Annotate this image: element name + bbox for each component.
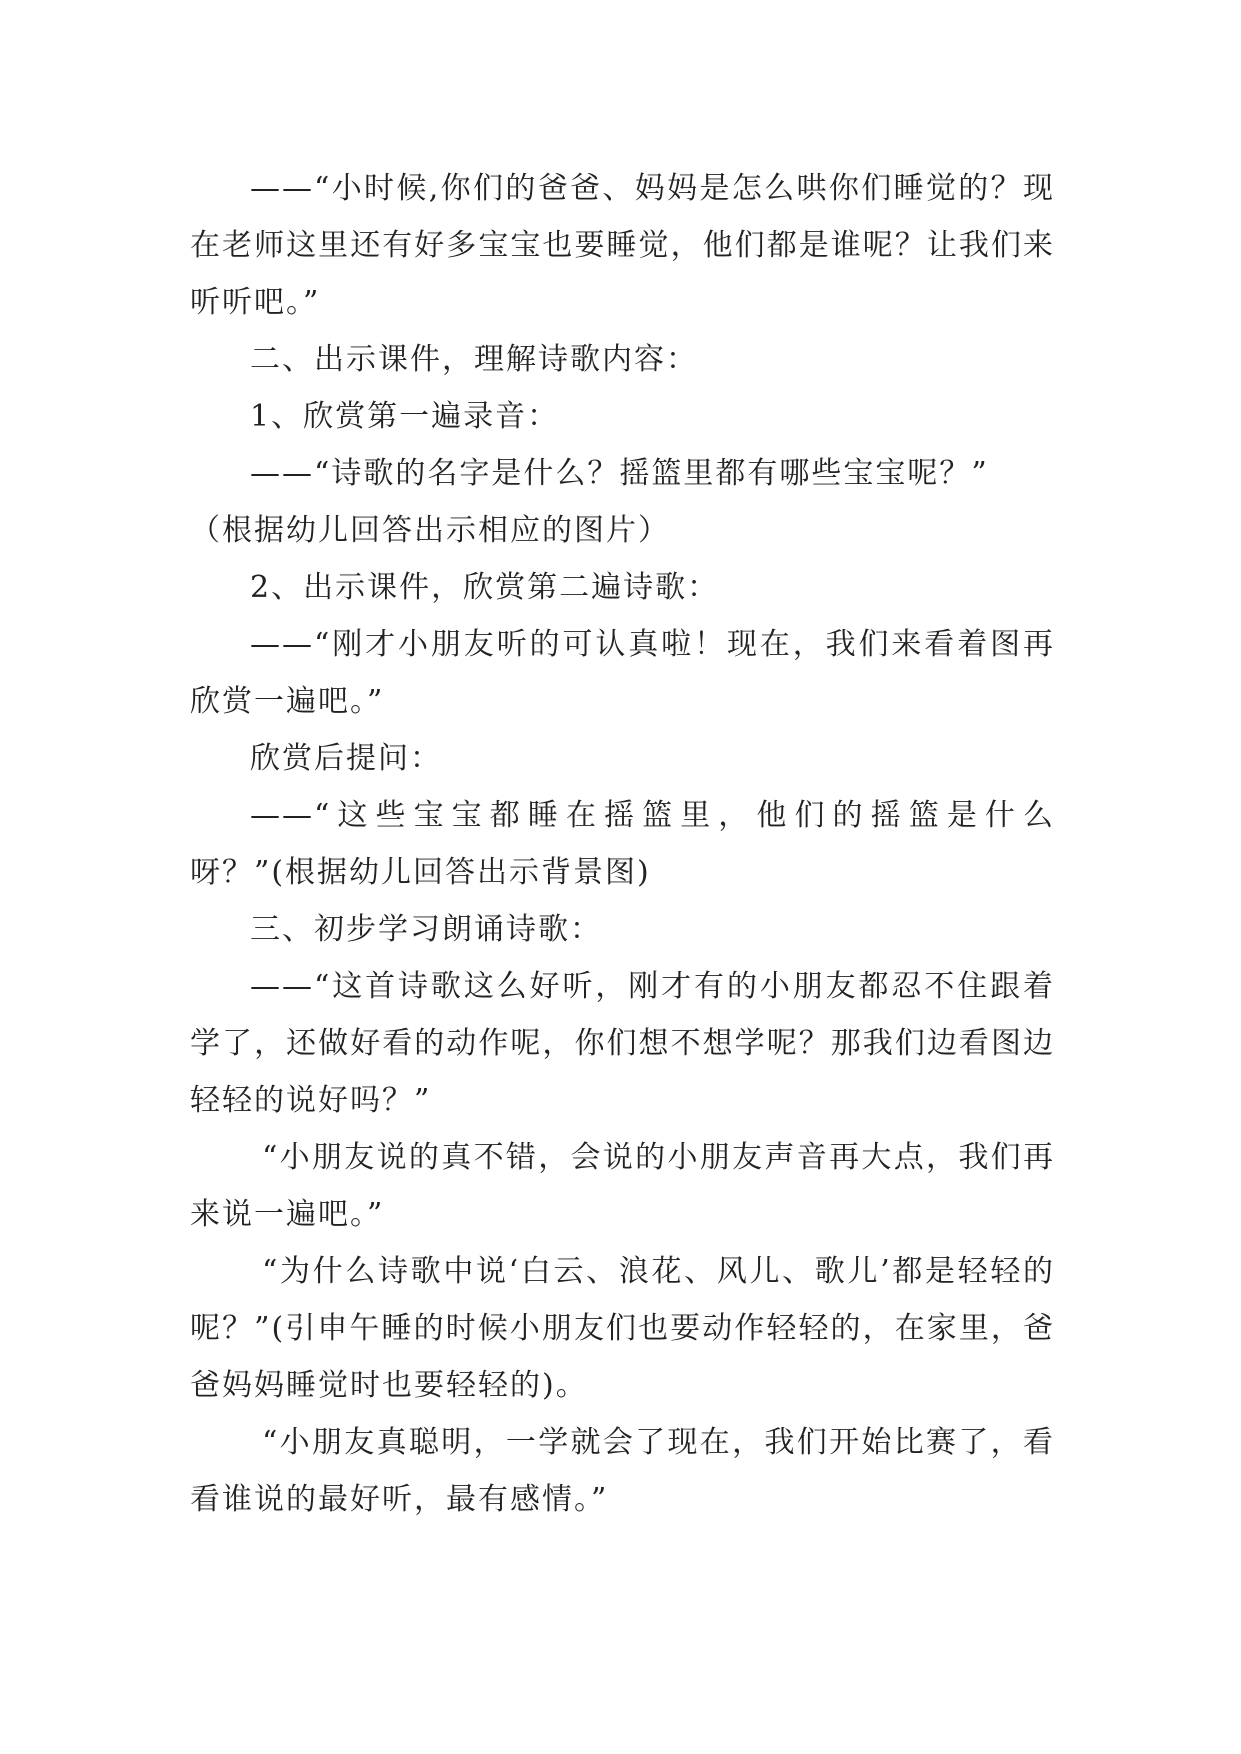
- paragraph-why-gentle: “为什么诗歌中说‘白云、浪花、风儿、歌儿’都是轻轻的呢？”(引申午睡的时候小朋友们也要动作轻轻的，在家里，爸爸妈妈睡觉时也要轻轻的)。: [190, 1254, 1055, 1403]
- step-2-heading: 2、出示课件，欣赏第二遍诗歌：: [250, 570, 720, 605]
- paragraph-step-1-question: ——“诗歌的名字是什么？摇篮里都有哪些宝宝呢？”: [250, 456, 989, 491]
- paragraph-learn-prompt: ——“这首诗歌这么好听，刚才有的小朋友都忍不住跟着学了，还做好看的动作呢，你们想不想学呢？那我们边看图边轻轻的说好吗？”: [190, 969, 1055, 1118]
- section-heading-3: 三、初步学习朗诵诗歌：: [250, 912, 602, 947]
- paragraph-competition: “小朋友真聪明，一学就会了现在，我们开始比赛了，看看谁说的最好听，最有感情。”: [190, 1425, 1055, 1517]
- paragraph-after-listening: 欣赏后提问：: [250, 741, 442, 776]
- paragraph-intro-question: ——“小时候,你们的爸爸、妈妈是怎么哄你们睡觉的？现在老师这里还有好多宝宝也要睡觉，他们都是谁呢？让我们来听听吧。”: [190, 171, 1055, 320]
- paragraph-step-2-prompt: ——“刚才小朋友听的可认真啦！现在，我们来看着图再欣赏一遍吧。”: [190, 627, 1055, 719]
- step-1-heading: 1、欣赏第一遍录音：: [250, 399, 560, 434]
- document-body: [190, 160, 1055, 1528]
- paragraph-step-1-note: （根据幼儿回答出示相应的图片）: [190, 513, 670, 548]
- section-heading-2: 二、出示课件，理解诗歌内容：: [250, 342, 698, 377]
- paragraph-cradle-question: ——“这些宝宝都睡在摇篮里，他们的摇篮是什么呀？”(根据幼儿回答出示背景图): [190, 798, 1055, 890]
- paragraph-encourage: “小朋友说的真不错，会说的小朋友声音再大点，我们再来说一遍吧。”: [190, 1140, 1055, 1232]
